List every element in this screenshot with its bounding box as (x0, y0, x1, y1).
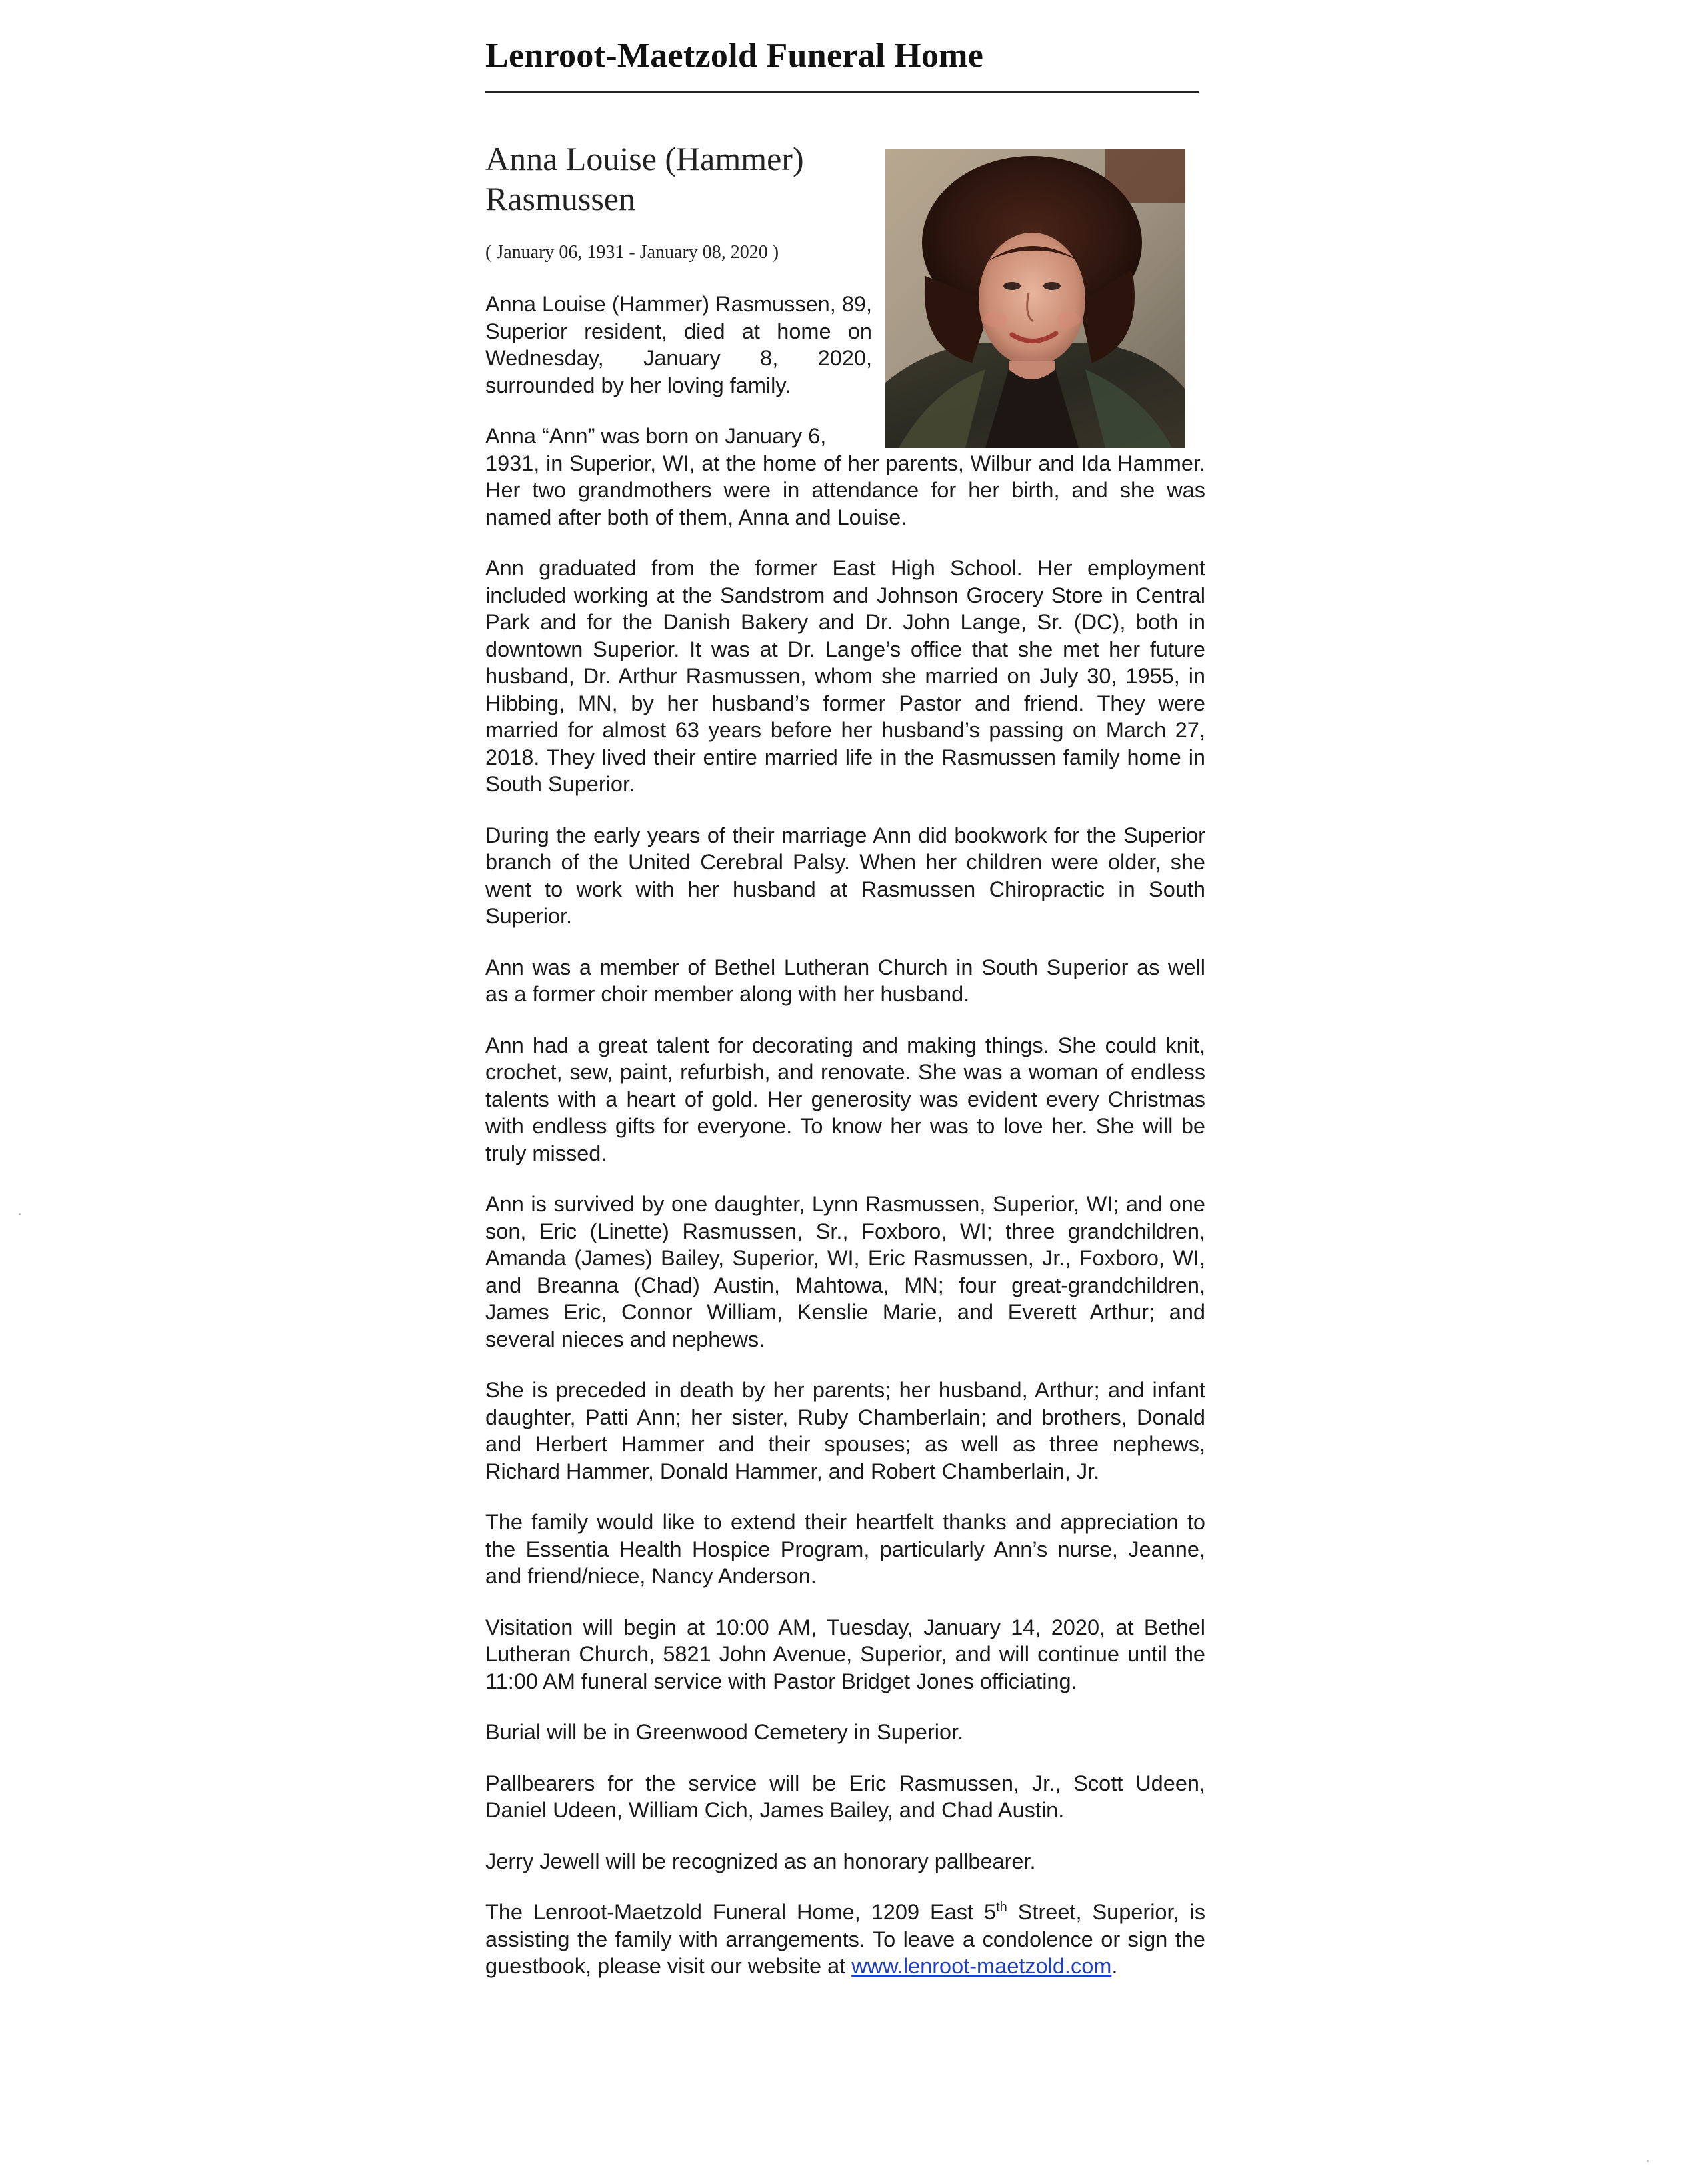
scan-speck (19, 1213, 21, 1215)
name-line-2: Rasmussen (485, 180, 635, 217)
scan-speck (1647, 2160, 1649, 2162)
closing-text-a: The Lenroot-Maetzold Funeral Home, 1209 East 5 (485, 1900, 997, 1924)
paragraph-closing (485, 1899, 1205, 1980)
paragraph-honorary: Jerry Jewell will be recognized as an honorary pallbearer. (485, 1849, 1036, 1873)
closing-text-b: Street, Superior, is assisting the family with arrangements. To leave a condolence or sign the guestbook, please visit our website at (485, 1900, 1205, 1978)
paragraph-birth (485, 423, 1205, 531)
name-line-1: Anna Louise (Hammer) (485, 140, 804, 177)
closing-superscript: th (996, 1900, 1007, 1915)
deceased-name (485, 139, 859, 219)
paragraph-church: Ann was a member of Bethel Lutheran Church in South Superior as well as a former choir member along with her husband. (485, 955, 1205, 1006)
obituary-body (485, 291, 1205, 2004)
paragraph-preceded: She is preceded in death by her parents; her husband, Arthur; and infant daughter, Patti Ann; her sister, Ruby Chamberlain; and brothers, Donald and Herbert Hammer and their spouses; as well as three nephews, Richard Hammer, Donald Hammer, and Robert Chamberlain, Jr. (485, 1378, 1205, 1483)
paragraph-employment: Ann graduated from the former East High School. Her employment included working at the Sandstrom and Johnson Grocery Store in Central Park and for the Danish Bakery and Dr. John Lange, Sr. (DC), both in downtown Superior. It was at Dr. Lange’s office that she met her future husband, Dr. Arthur Rasmussen, whom she married on July 30, 1955, in Hibbing, MN, by her husband’s former Pastor and friend. They were married for almost 63 years before her husband’s passing on March 27, 2018. They lived their entire married life in the Rasmussen family home in South Superior. (485, 556, 1205, 796)
paragraph-birth-rest: 1931, in Superior, WI, at the home of her parents, Wilbur and Ida Hammer. Her two grandmothers were in attendance for her birth, and she was named after both of them, Anna and Louise. (485, 451, 1205, 529)
funeral-home-header (485, 35, 1199, 77)
paragraph-visitation: Visitation will begin at 10:00 AM, Tuesday, January 14, 2020, at Bethel Lutheran Church, 5821 John Avenue, Superior, and will continue until the 11:00 AM funeral service with Pastor Bridget Jones officiating. (485, 1615, 1205, 1693)
paragraph-burial: Burial will be in Greenwood Cemetery in Superior. (485, 1720, 964, 1744)
paragraph-birth-start: Anna “Ann” was born on January 6, (485, 424, 827, 448)
paragraph-survived: Ann is survived by one daughter, Lynn Rasmussen, Superior, WI; and one son, Eric (Linette) Rasmussen, Sr., Foxboro, WI; three grandchildren, Amanda (James) Bailey, Superior, WI, Eric Rasmussen, Jr., Foxboro, WI, and Breanna (Chad) Austin, Mahtowa, MN; four great-grandchildren, James Eric, Connor William, Kenslie Marie, and Everett Arthur; and several nieces and nephews. (485, 1192, 1205, 1351)
paragraph-talents: Ann had a great talent for decorating and making things. She could knit, crochet, sew, paint, refurbish, and renovate. She was a woman of endless talents with a heart of gold. Her generosity was evident every Christmas with endless gifts for everyone. To know her was to love her. She will be truly missed. (485, 1033, 1205, 1165)
paragraph-marriage: During the early years of their marriage Ann did bookwork for the Superior branch of the United Cerebral Palsy. When her children were older, she went to work with her husband at Rasmussen Chiropractic in South Superior. (485, 823, 1205, 928)
funeral-home-title: Lenroot-Maetzold Funeral Home (485, 37, 984, 75)
website-link[interactable]: www.lenroot-maetzold.com (851, 1954, 1112, 1978)
paragraph-pallbearers: Pallbearers for the service will be Eric Rasmussen, Jr., Scott Udeen, Daniel Udeen, William Cich, James Bailey, and Chad Austin. (485, 1771, 1205, 1822)
closing-period: . (1111, 1954, 1118, 1978)
paragraph-intro: Anna Louise (Hammer) Rasmussen, 89, Superior resident, died at home on Wednesday, January 8, 2020, surrounded by her loving family. (485, 292, 872, 397)
life-dates: ( January 06, 1931 - January 08, 2020 ) (485, 242, 779, 263)
paragraph-thanks: The family would like to extend their heartfelt thanks and appreciation to the Essentia Health Hospice Program, particularly Ann’s nurse, Jeanne, and friend/niece, Nancy Anderson. (485, 1510, 1205, 1588)
header-divider (485, 91, 1199, 93)
